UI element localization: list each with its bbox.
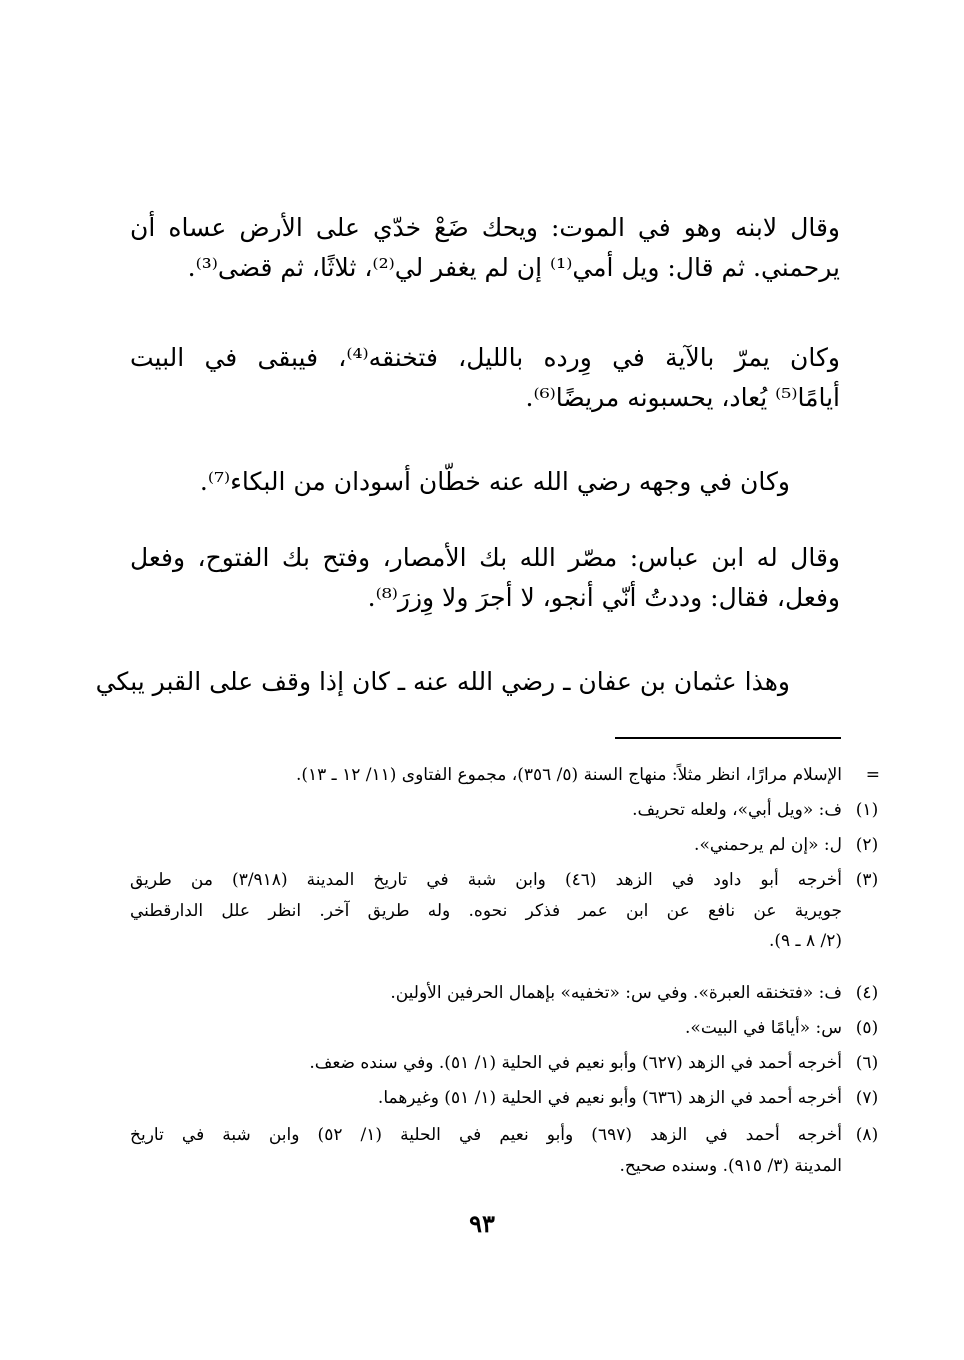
footnote-line: أخرجه أبو داود في الزهد (٤٦) وابن شبة في تاريخ المدينة (٣/٩١٨) من طريق bbox=[130, 870, 842, 890]
paragraph-5 bbox=[95, 662, 840, 702]
footnote-line: أخرجه أحمد في الزهد (٦٢٧) وأبو نعيم في الحلية (١/ ٥١). وفي سنده ضعف. bbox=[309, 1053, 842, 1073]
footnote-2 bbox=[130, 830, 879, 861]
paragraph-line: أيامًا⁽⁵⁾ يُعاد، يحسبونه مريضًا⁽⁶⁾. bbox=[525, 383, 840, 412]
footnote-text bbox=[130, 1048, 842, 1079]
page-number: ٩٣ bbox=[469, 1209, 495, 1238]
footnote-8 bbox=[130, 1120, 879, 1181]
footnote-number: (٧) bbox=[855, 1088, 879, 1108]
footnote-line: ل: «إن لم يرحمني». bbox=[694, 835, 842, 855]
footnote-line: أخرجه أحمد في الزهد (٦٩٧) وأبو نعيم في الحلية (١/ ٥٢) وابن شبة في تاريخ bbox=[130, 1125, 843, 1145]
footnote-line: جويرية عن نافع عن ابن عمر فذكر نحوه. وله طريق آخر. انظر علل الدارقطني bbox=[130, 900, 842, 921]
footnote-text bbox=[130, 865, 842, 957]
footnote-1 bbox=[130, 795, 879, 826]
footnote-text bbox=[130, 795, 842, 826]
footnote-7 bbox=[130, 1083, 879, 1114]
footnote-number: (٤) bbox=[855, 983, 879, 1003]
footnote-number: (٨) bbox=[855, 1125, 879, 1145]
paragraph-line: وكان يمرّ بالآية في وِرده بالليل، فتخنقه⁽⁴⁾، فيبقى في البيت bbox=[130, 343, 841, 372]
paragraph-line: وهذا عثمان بن عفان ـ رضي الله عنه ـ كان إذا وقف على القبر يبكي bbox=[95, 667, 790, 696]
footnote-line: ف: «ويل أبي»، ولعله تحريف. bbox=[632, 800, 842, 820]
paragraph-line: وكان في وجهه رضي الله عنه خطّان أسودان من البكاء⁽⁷⁾. bbox=[199, 467, 790, 496]
footnote-6 bbox=[130, 1048, 879, 1079]
footnote-text bbox=[130, 978, 842, 1009]
paragraph-1 bbox=[130, 208, 840, 288]
footnote-number: (٣) bbox=[855, 870, 879, 890]
paragraph-line: وقال لابنه وهو في الموت: ويحك ضَعْ خدّي على الأرض عساه أن bbox=[130, 213, 840, 242]
footnote-text bbox=[130, 1013, 842, 1044]
continuation-mark: = bbox=[865, 765, 880, 785]
footnote-4 bbox=[130, 978, 879, 1009]
footnote-separator bbox=[615, 737, 841, 739]
paragraph-line: وقال له ابن عباس: مصّر الله بك الأمصار، وفتح بك الفتوح، وفعل bbox=[130, 543, 840, 572]
footnote-number: (٥) bbox=[855, 1018, 879, 1038]
footnote-line: أخرجه أحمد في الزهد (٦٣٦) وأبو نعيم في الحلية (١/ ٥١) وغيرهما. bbox=[377, 1088, 842, 1108]
footnote-5 bbox=[130, 1013, 879, 1044]
paragraph-2 bbox=[130, 338, 840, 418]
paragraph-line: يرحمني. ثم قال: ويل أمي⁽¹⁾ إن لم يغفر لي⁽²⁾، ثلاثًا، ثم قضى⁽³⁾. bbox=[187, 253, 840, 282]
footnote-text bbox=[130, 760, 842, 791]
footnote-number: (٦) bbox=[855, 1053, 879, 1073]
paragraph-3 bbox=[130, 462, 840, 502]
footnote-text bbox=[130, 1083, 842, 1114]
footnote-number: (١) bbox=[855, 800, 879, 820]
footnote-line: س: «أيامًا في البيت». bbox=[685, 1018, 842, 1038]
footnote-line: (٢/ ٨ ـ ٩). bbox=[768, 931, 842, 952]
paragraph-line: وفعل، فقال: وددتُ أنّي أنجو، لا أجرَ ولا وِزرَ⁽⁸⁾. bbox=[367, 583, 840, 612]
footnote-text bbox=[130, 1120, 842, 1181]
footnote-line: ف: «فتخنقه العبرة». وفي س: «تخفيه» بإهمال الحرفين الأولين. bbox=[390, 983, 842, 1003]
footnote-line: الإسلام مرارًا، انظر مثلاً: منهاج السنة (٥/ ٣٥٦)، مجموع الفتاوى (١١/ ١٢ ـ ١٣). bbox=[295, 765, 842, 785]
footnote-text bbox=[130, 830, 842, 861]
footnote-3 bbox=[130, 865, 879, 957]
footnote-line: المدينة (٣/ ٩١٥). وسنده صحيح. bbox=[619, 1155, 842, 1176]
footnote-number: (٢) bbox=[855, 835, 879, 855]
paragraph-4 bbox=[130, 538, 840, 618]
footnote-continuation bbox=[130, 760, 880, 791]
